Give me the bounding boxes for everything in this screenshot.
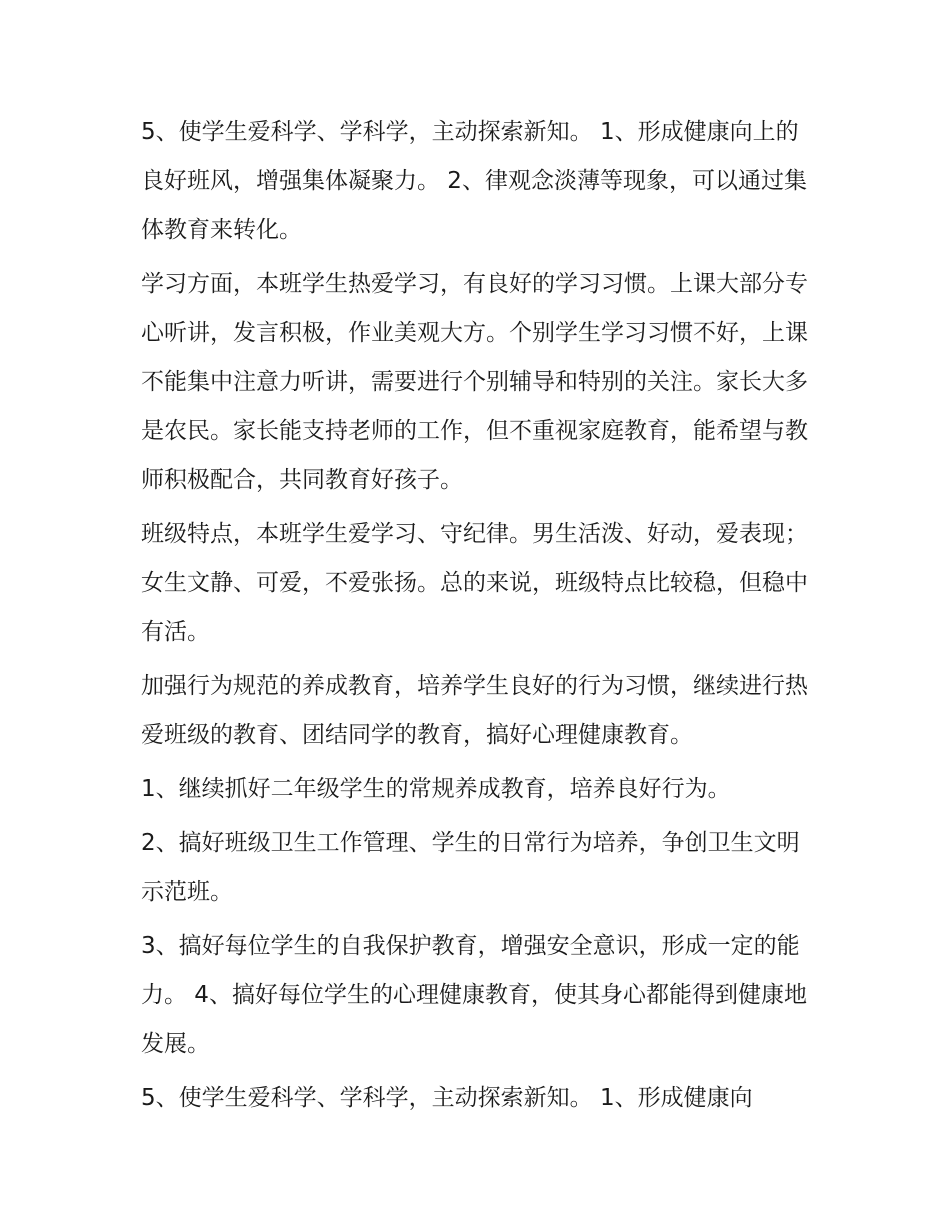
list-item-1: 1、继续抓好二年级学生的常规养成教育，培养良好行为。 bbox=[141, 776, 731, 802]
document-body bbox=[141, 108, 821, 1123]
paragraph-goals: 5、使学生爱科学、学科学，主动探索新知。 1、形成健康向上的良好班风，增强集体凝聚力。 2、律观念淡薄等现象，可以通过集体教育来转化。 bbox=[141, 119, 807, 243]
list-item-2: 2、搞好班级卫生工作管理、学生的日常行为培养，争创卫生文明示范班。 bbox=[141, 830, 800, 905]
paragraph-study: 学习方面，本班学生热爱学习，有良好的学习习惯。上课大部分专心听讲，发言积极，作业美观大方。个别学生学习习惯不好，上课不能集中注意力听讲，需要进行个别辅导和特别的关注。家长大多是农民。家长能支持老师的工作，但不重视家庭教育，能希望与教师积极配合，共同教育好孩子。 bbox=[141, 271, 808, 493]
paragraph-class-features: 班级特点，本班学生爱学习、守纪律。男生活泼、好动，爱表现；女生文静、可爱，不爱张扬。总的来说，班级特点比较稳，但稳中有活。 bbox=[141, 521, 808, 645]
paragraph-behavior: 加强行为规范的养成教育，培养学生良好的行为习惯，继续进行热爱班级的教育、团结同学的教育，搞好心理健康教育。 bbox=[141, 673, 808, 748]
list-item-3-4: 3、搞好每位学生的自我保护教育，增强安全意识，形成一定的能力。 4、搞好每位学生的心理健康教育，使其身心都能得到健康地发展。 bbox=[141, 933, 807, 1057]
paragraph-goals-repeat: 5、使学生爱科学、学科学，主动探索新知。 1、形成健康向 bbox=[141, 1085, 753, 1111]
